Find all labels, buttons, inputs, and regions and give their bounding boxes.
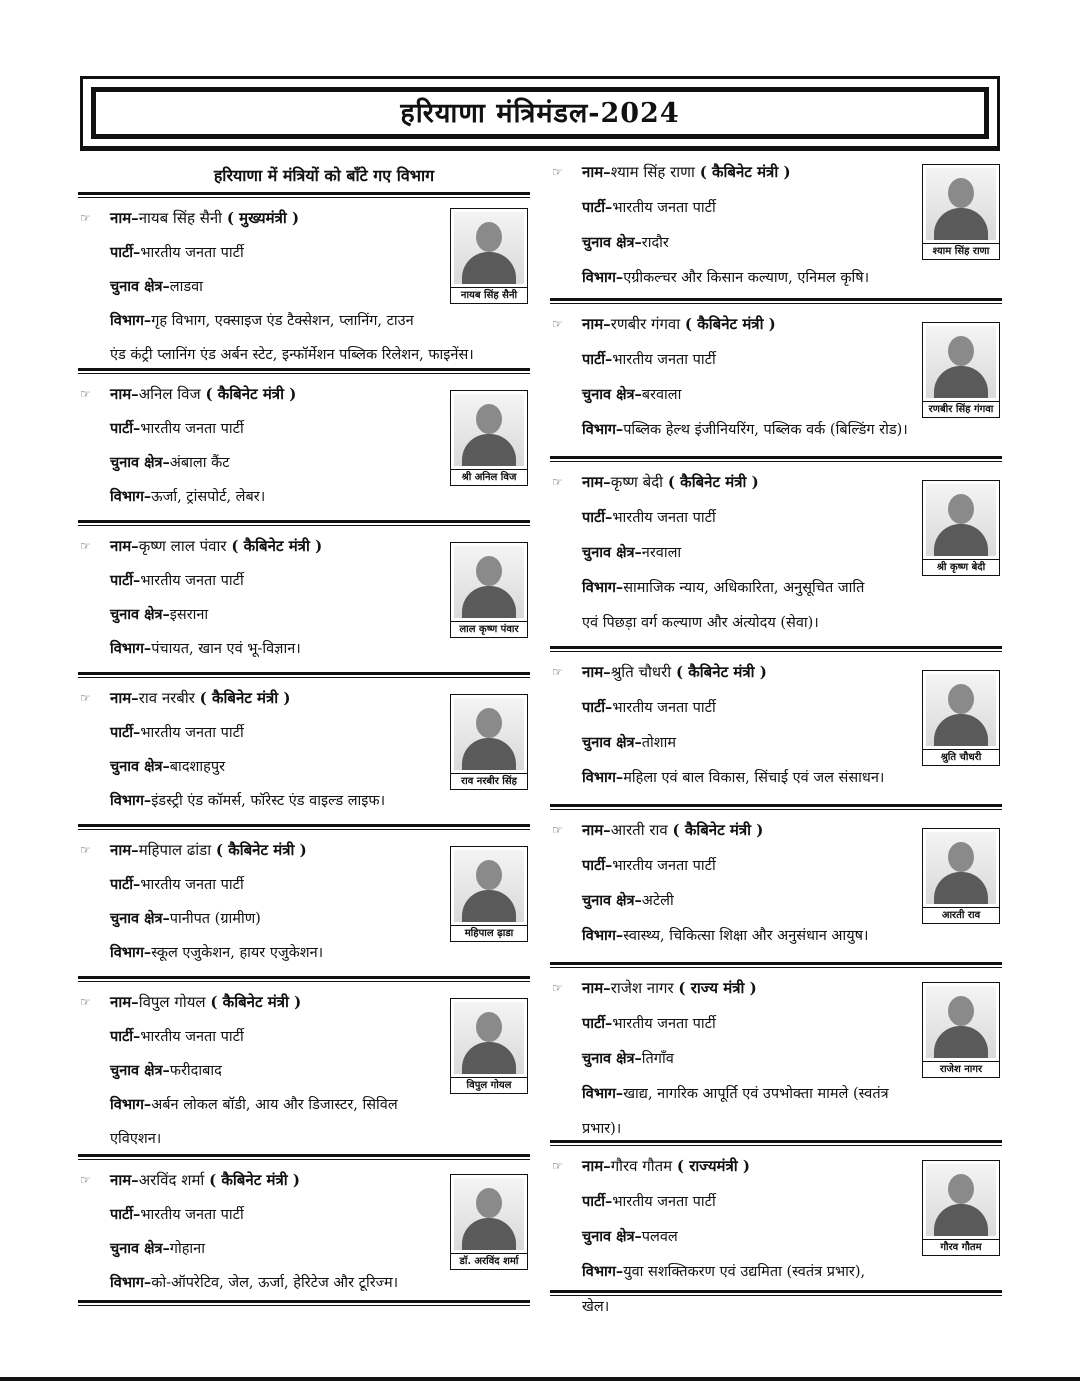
pointing-hand-icon: ☞ (80, 387, 91, 401)
party-value: भारतीय जनता पार्टी (140, 573, 244, 589)
minister-name: नायब सिंह सैनी (138, 209, 223, 227)
portrait-body (462, 252, 516, 284)
party-label: पार्टी– (582, 1193, 613, 1210)
minister-role: ( कैबिनेट मंत्री ) (215, 841, 307, 859)
department-value: स्वास्थ्य, चिकित्सा शिक्षा और अनुसंधान आयुष। (623, 928, 869, 944)
department-label: विभाग– (582, 1263, 624, 1280)
constituency-value: नरवाला (641, 545, 682, 561)
party-label: पार्टी– (582, 857, 613, 874)
portrait-image (926, 1164, 996, 1236)
portrait-head (948, 1174, 974, 1204)
department-label: विभाग– (110, 1096, 152, 1113)
constituency-value: पानीपत (ग्रामीण) (169, 911, 261, 927)
minister-photo (922, 1160, 1000, 1256)
minister-name: आरती राव (610, 821, 668, 839)
portrait-image (454, 394, 524, 466)
photo-caption: श्रुति चौधरी (923, 749, 999, 765)
department-line (78, 942, 530, 976)
portrait-body (462, 1042, 516, 1074)
pointing-hand-icon: ☞ (552, 665, 563, 679)
portrait-body (462, 586, 516, 618)
portrait-head (476, 222, 502, 252)
heading-rule (78, 192, 530, 198)
portrait-head (948, 178, 974, 208)
minister-photo (450, 208, 528, 304)
portrait-body (934, 1204, 988, 1236)
department-line (550, 267, 1002, 302)
minister-photo (450, 694, 528, 790)
minister-role: ( राज्य मंत्री ) (678, 979, 757, 997)
portrait-body (934, 208, 988, 240)
department-value: एविएशन। (110, 1131, 162, 1147)
minister-name: महिपाल ढांडा (138, 841, 212, 859)
name-label: नाम– (110, 385, 139, 403)
department-line (78, 1094, 530, 1128)
photo-caption: गौरव गौतम (923, 1239, 999, 1255)
pointing-hand-icon: ☞ (552, 475, 563, 489)
portrait-body (462, 1218, 516, 1250)
section-separator (78, 520, 530, 526)
minister-entry (78, 688, 530, 824)
minister-entry (550, 162, 1002, 298)
minister-role: ( कैबिनेट मंत्री ) (199, 689, 291, 707)
minister-entry (78, 208, 530, 368)
portrait-head (476, 1188, 502, 1218)
constituency-label: चुनाव क्षेत्र– (110, 454, 170, 471)
department-label: विभाग– (110, 792, 152, 809)
constituency-label: चुनाव क्षेत्र– (582, 234, 642, 251)
pointing-hand-icon: ☞ (552, 981, 563, 995)
department-continuation (550, 612, 1002, 647)
portrait-head (476, 404, 502, 434)
department-line (550, 767, 1002, 802)
section-separator (550, 962, 1002, 968)
photo-caption: डॉ. अरविंद शर्मा (451, 1253, 527, 1269)
minister-photo (450, 1174, 528, 1270)
section-separator (78, 976, 530, 982)
department-label: विभाग– (110, 640, 152, 657)
constituency-label: चुनाव क्षेत्र– (582, 734, 642, 751)
name-label: नाम– (582, 163, 611, 181)
minister-photo (450, 390, 528, 486)
minister-entry (78, 840, 530, 976)
constituency-value: अंबाला कैंट (169, 455, 230, 471)
title-box (80, 76, 1000, 150)
photo-caption: विपुल गोयल (451, 1077, 527, 1093)
photo-caption: नायब सिंह सैनी (451, 287, 527, 303)
page-bottom-rule (0, 1377, 1080, 1381)
party-value: भारतीय जनता पार्टी (140, 1029, 244, 1045)
constituency-value: बरवाला (641, 387, 682, 403)
minister-name: राव नरबीर (138, 689, 195, 707)
portrait-image (454, 1002, 524, 1074)
department-value: एंड कंट्री प्लानिंग एंड अर्बन स्टेट, इन्फॉर्मेशन पब्लिक रिलेशन, फाइनेंस। (110, 347, 474, 363)
minister-name: अनिल विज (138, 385, 201, 403)
minister-role: ( कैबिनेट मंत्री ) (699, 163, 791, 181)
minister-photo (922, 828, 1000, 924)
portrait-image (926, 832, 996, 904)
department-line (78, 486, 530, 520)
constituency-label: चुनाव क्षेत्र– (582, 386, 642, 403)
minister-entry (550, 662, 1002, 804)
portrait-image (926, 326, 996, 398)
portrait-head (948, 684, 974, 714)
portrait-body (462, 434, 516, 466)
constituency-value: गोहाना (169, 1241, 205, 1257)
right-column (550, 162, 1002, 1315)
minister-photo (922, 164, 1000, 260)
portrait-image (454, 1178, 524, 1250)
minister-entry (78, 536, 530, 672)
party-value: भारतीय जनता पार्टी (612, 510, 716, 526)
pointing-hand-icon: ☞ (80, 1173, 91, 1187)
constituency-label: चुनाव क्षेत्र– (582, 892, 642, 909)
constituency-label: चुनाव क्षेत्र– (110, 278, 170, 295)
department-label: विभाग– (110, 944, 152, 961)
party-label: पार्टी– (110, 420, 141, 437)
department-value: इंडस्ट्री एंड कॉमर्स, फॉरेस्ट एंड वाइल्ड लाइफ। (151, 793, 386, 809)
party-value: भारतीय जनता पार्टी (612, 700, 716, 716)
party-value: भारतीय जनता पार्टी (140, 421, 244, 437)
portrait-head (476, 708, 502, 738)
department-value: पब्लिक हेल्थ इंजीनियरिंग, पब्लिक वर्क (बिल्डिंग रोड)। (623, 422, 908, 438)
constituency-label: चुनाव क्षेत्र– (110, 758, 170, 775)
pointing-hand-icon: ☞ (552, 317, 563, 331)
department-label: विभाग– (582, 421, 624, 438)
title-underline (80, 146, 1000, 151)
minister-photo (922, 670, 1000, 766)
department-label: विभाग– (582, 269, 624, 286)
minister-name: कृष्ण लाल पंवार (138, 537, 227, 555)
portrait-image (926, 986, 996, 1058)
department-line (78, 790, 530, 824)
minister-entry (550, 978, 1002, 1140)
portrait-body (934, 872, 988, 904)
name-label: नाम– (110, 1171, 139, 1189)
department-value: स्कूल एजुकेशन, हायर एजुकेशन। (151, 945, 324, 961)
constituency-value: तिगाँव (641, 1051, 674, 1067)
portrait-body (934, 366, 988, 398)
department-value: गृह विभाग, एक्साइज एंड टैक्सेशन, प्लानिंग, टाउन (151, 313, 414, 329)
party-value: भारतीय जनता पार्टी (140, 725, 244, 741)
minister-role: ( कैबिनेट मंत्री ) (231, 537, 323, 555)
department-continuation (550, 1118, 1002, 1153)
constituency-value: इसराना (169, 607, 209, 623)
party-value: भारतीय जनता पार्टी (612, 858, 716, 874)
constituency-value: बादशाहपुर (169, 759, 225, 775)
portrait-image (454, 546, 524, 618)
section-heading: हरियाणा में मंत्रियों को बाँटे गए विभाग (213, 166, 435, 185)
department-label: विभाग– (582, 1085, 624, 1102)
minister-name: श्याम सिंह राणा (610, 163, 695, 181)
minister-photo (450, 542, 528, 638)
department-line (550, 419, 1002, 454)
minister-entry (78, 384, 530, 520)
photo-caption: राजेश नागर (923, 1061, 999, 1077)
portrait-head (948, 996, 974, 1026)
constituency-label: चुनाव क्षेत्र– (110, 1062, 170, 1079)
minister-entry (78, 992, 530, 1154)
name-label: नाम– (582, 821, 611, 839)
department-value: पंचायत, खान एवं भू-विज्ञान। (151, 641, 301, 657)
department-value: प्रभार)। (582, 1121, 622, 1137)
name-label: नाम– (582, 663, 611, 681)
page-title: हरियाणा मंत्रिमंडल-2024 (400, 98, 680, 129)
party-label: पार्टी– (582, 1015, 613, 1032)
pointing-hand-icon: ☞ (552, 165, 563, 179)
minister-role: ( कैबिनेट मंत्री ) (205, 385, 297, 403)
name-label: नाम– (110, 993, 139, 1011)
department-value: महिला एवं बाल विकास, सिंचाई एवं जल संसाधन। (623, 770, 885, 786)
constituency-value: तोशाम (641, 735, 677, 751)
portrait-head (948, 842, 974, 872)
pointing-hand-icon: ☞ (552, 1159, 563, 1173)
department-continuation (78, 1128, 530, 1162)
photo-caption: लाल कृष्ण पंवार (451, 621, 527, 637)
photo-caption: श्याम सिंह राणा (923, 243, 999, 259)
photo-caption: राव नरबीर सिंह (451, 773, 527, 789)
photo-caption: श्री अनिल विज (451, 469, 527, 485)
department-label: विभाग– (110, 312, 152, 329)
portrait-image (926, 484, 996, 556)
minister-entry (550, 314, 1002, 456)
minister-name: कृष्ण बेदी (610, 473, 664, 491)
department-label: विभाग– (110, 488, 152, 505)
minister-photo (450, 846, 528, 942)
party-label: पार्टी– (110, 876, 141, 893)
party-value: भारतीय जनता पार्टी (140, 877, 244, 893)
name-label: नाम– (110, 537, 139, 555)
minister-name: गौरव गौतम (610, 1157, 673, 1175)
department-label: विभाग– (582, 579, 624, 596)
minister-role: ( मुख्यमंत्री ) (226, 209, 300, 227)
minister-role: ( कैबिनेट मंत्री ) (209, 1171, 300, 1189)
constituency-label: चुनाव क्षेत्र– (582, 1050, 642, 1067)
pointing-hand-icon: ☞ (80, 691, 91, 705)
minister-name: अरविंद शर्मा (138, 1171, 205, 1189)
photo-caption: रणबीर सिंह गंगवा (923, 401, 999, 417)
minister-entry (78, 1170, 530, 1300)
party-value: भारतीय जनता पार्टी (612, 1016, 716, 1032)
photo-caption: महिपाल ढ़ाडा (451, 925, 527, 941)
party-label: पार्टी– (110, 724, 141, 741)
department-value: खेल। (582, 1299, 610, 1315)
department-value: अर्बन लोकल बॉडी, आय और डिजास्टर, सिविल (151, 1097, 398, 1113)
department-continuation (78, 344, 530, 378)
pointing-hand-icon: ☞ (80, 539, 91, 553)
minister-role: ( कैबिनेट मंत्री ) (672, 821, 764, 839)
constituency-label: चुनाव क्षेत्र– (110, 606, 170, 623)
department-value: एग्रीकल्चर और किसान कल्याण, एनिमल कृषि। (623, 270, 870, 286)
constituency-label: चुनाव क्षेत्र– (110, 1240, 170, 1257)
party-value: भारतीय जनता पार्टी (612, 352, 716, 368)
minister-photo (922, 480, 1000, 576)
department-line (550, 925, 1002, 960)
party-label: पार्टी– (110, 572, 141, 589)
department-value: ऊर्जा, ट्रांसपोर्ट, लेबर। (151, 489, 266, 505)
minister-role: ( कैबिनेट मंत्री ) (210, 993, 302, 1011)
constituency-label: चुनाव क्षेत्र– (582, 544, 642, 561)
pointing-hand-icon: ☞ (80, 211, 91, 225)
portrait-head (948, 336, 974, 366)
photo-caption: श्री कृष्ण बेदी (923, 559, 999, 575)
minister-name: विपुल गोयल (138, 993, 206, 1011)
party-label: पार्टी– (582, 699, 613, 716)
left-column (78, 162, 530, 1316)
minister-name: श्रुति चौधरी (610, 663, 672, 681)
department-label: विभाग– (110, 1274, 152, 1291)
section-separator (78, 824, 530, 830)
party-value: भारतीय जनता पार्टी (140, 1207, 244, 1223)
department-line (78, 1272, 530, 1306)
department-value: खाद्य, नागरिक आपूर्ति एवं उपभोक्ता मामले (स्वतंत्र (623, 1086, 889, 1102)
name-label: नाम– (582, 979, 611, 997)
name-label: नाम– (110, 841, 139, 859)
constituency-value: फरीदाबाद (169, 1063, 222, 1079)
minister-entry (550, 472, 1002, 646)
name-label: नाम– (582, 315, 611, 333)
pointing-hand-icon: ☞ (552, 823, 563, 837)
party-label: पार्टी– (582, 199, 613, 216)
party-value: भारतीय जनता पार्टी (140, 245, 244, 261)
portrait-head (476, 556, 502, 586)
name-label: नाम– (110, 209, 139, 227)
department-line (550, 1083, 1002, 1118)
constituency-label: चुनाव क्षेत्र– (582, 1228, 642, 1245)
department-line (78, 638, 530, 672)
portrait-body (462, 738, 516, 770)
department-value: को-ऑपरेटिव, जेल, ऊर्जा, हेरिटेज और टूरिज्म। (151, 1275, 399, 1291)
department-value: युवा सशक्तिकरण एवं उद्यमिता (स्वतंत्र प्रभार), (623, 1264, 866, 1280)
department-line (78, 310, 530, 344)
pointing-hand-icon: ☞ (80, 995, 91, 1009)
minister-role: ( कैबिनेट मंत्री ) (675, 663, 767, 681)
minister-role: ( कैबिनेट मंत्री ) (667, 473, 759, 491)
constituency-value: पलवल (641, 1229, 678, 1245)
constituency-label: चुनाव क्षेत्र– (110, 910, 170, 927)
constituency-value: रादौर (641, 235, 669, 251)
department-label: विभाग– (582, 769, 624, 786)
minister-role: ( राज्यमंत्री ) (676, 1157, 750, 1175)
minister-entry (550, 1156, 1002, 1315)
minister-photo (922, 322, 1000, 418)
minister-entry (550, 820, 1002, 962)
portrait-image (454, 698, 524, 770)
portrait-head (476, 1012, 502, 1042)
pointing-hand-icon: ☞ (80, 843, 91, 857)
party-label: पार्टी– (110, 1206, 141, 1223)
department-value: सामाजिक न्याय, अधिकारिता, अनुसूचित जाति (623, 580, 865, 596)
minister-photo (450, 998, 528, 1094)
minister-name: राजेश नागर (610, 979, 674, 997)
department-label: विभाग– (582, 927, 624, 944)
constituency-value: लाडवा (169, 279, 203, 295)
minister-role: ( कैबिनेट मंत्री ) (684, 315, 776, 333)
department-continuation (550, 1296, 1002, 1331)
party-label: पार्टी– (582, 351, 613, 368)
name-label: नाम– (582, 1157, 611, 1175)
portrait-body (934, 714, 988, 746)
party-value: भारतीय जनता पार्टी (612, 1194, 716, 1210)
section-separator (550, 456, 1002, 462)
minister-name: रणबीर गंगवा (610, 315, 681, 333)
portrait-head (948, 494, 974, 524)
portrait-image (454, 212, 524, 284)
department-line (550, 577, 1002, 612)
constituency-value: अटेली (641, 893, 674, 909)
portrait-image (454, 850, 524, 922)
party-value: भारतीय जनता पार्टी (612, 200, 716, 216)
portrait-body (934, 524, 988, 556)
minister-photo (922, 982, 1000, 1078)
section-separator (550, 804, 1002, 810)
name-label: नाम– (582, 473, 611, 491)
portrait-image (926, 674, 996, 746)
section-separator (78, 672, 530, 678)
portrait-image (926, 168, 996, 240)
photo-caption: आरती राव (923, 907, 999, 923)
portrait-head (476, 860, 502, 890)
portrait-body (462, 890, 516, 922)
department-line (550, 1261, 1002, 1296)
party-label: पार्टी– (110, 244, 141, 261)
party-label: पार्टी– (582, 509, 613, 526)
name-label: नाम– (110, 689, 139, 707)
portrait-body (934, 1026, 988, 1058)
department-value: एवं पिछड़ा वर्ग कल्याण और अंत्योदय (सेवा)। (582, 615, 819, 631)
party-label: पार्टी– (110, 1028, 141, 1045)
